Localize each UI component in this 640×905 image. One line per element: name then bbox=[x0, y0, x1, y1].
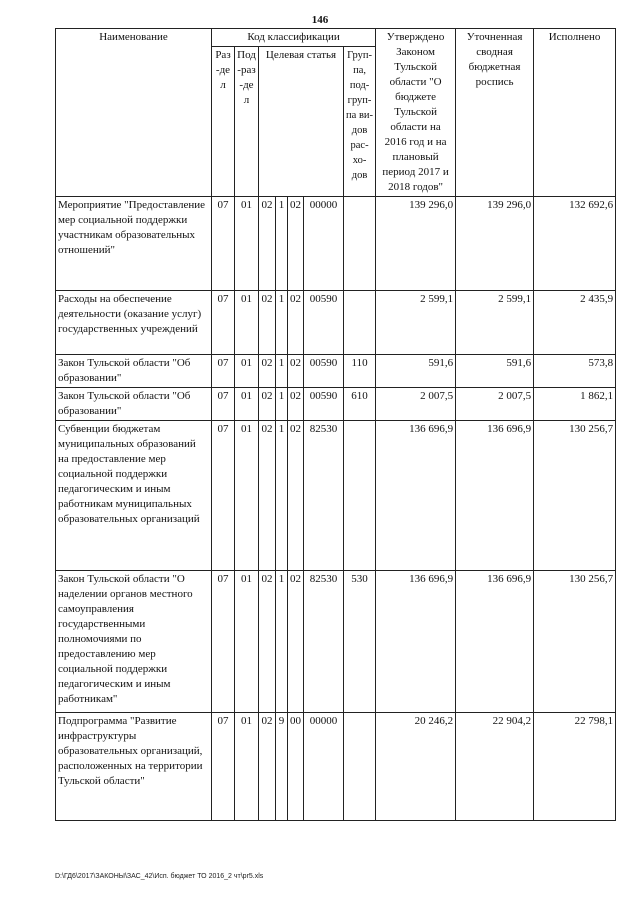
row-executed: 22 798,1 bbox=[534, 713, 616, 821]
row-subsection: 01 bbox=[235, 197, 259, 291]
row-name: Закон Тульской области "Об образовании" bbox=[56, 355, 212, 388]
row-target-direction: 00000 bbox=[304, 713, 344, 821]
row-target-subprogram: 1 bbox=[276, 197, 288, 291]
row-refined: 136 696,9 bbox=[456, 421, 534, 571]
row-target-subprogram: 1 bbox=[276, 421, 288, 571]
row-expense-group bbox=[344, 197, 376, 291]
row-target-program: 02 bbox=[259, 291, 276, 355]
table-row bbox=[56, 291, 616, 355]
row-name: Мероприятие "Предоставление мер социальной поддержки участникам образовательных отношений" bbox=[56, 197, 212, 291]
row-executed: 130 256,7 bbox=[534, 571, 616, 713]
row-target-direction: 82530 bbox=[304, 421, 344, 571]
row-section: 07 bbox=[212, 291, 235, 355]
row-target-direction: 00590 bbox=[304, 291, 344, 355]
row-subsection: 01 bbox=[235, 291, 259, 355]
row-target-program: 02 bbox=[259, 421, 276, 571]
row-refined: 136 696,9 bbox=[456, 571, 534, 713]
header-section: Раз-дел bbox=[212, 47, 235, 197]
header-refined: Уточненная сводная бюджетная роспись bbox=[456, 29, 534, 197]
row-target-subprogram: 1 bbox=[276, 291, 288, 355]
row-approved: 2 599,1 bbox=[376, 291, 456, 355]
header-approved: Утверждено Законом Тульской области "О бюджете Тульской области на 2016 год и на плановый период 2017 и 2018 годов" bbox=[376, 29, 456, 197]
row-section: 07 bbox=[212, 355, 235, 388]
row-target-direction: 00000 bbox=[304, 197, 344, 291]
row-target-subprogram: 9 bbox=[276, 713, 288, 821]
row-section: 07 bbox=[212, 713, 235, 821]
row-approved: 2 007,5 bbox=[376, 388, 456, 421]
row-target-event: 02 bbox=[288, 197, 304, 291]
row-target-program: 02 bbox=[259, 571, 276, 713]
row-subsection: 01 bbox=[235, 421, 259, 571]
row-target-subprogram: 1 bbox=[276, 388, 288, 421]
row-approved: 136 696,9 bbox=[376, 571, 456, 713]
row-target-program: 02 bbox=[259, 197, 276, 291]
table-row bbox=[56, 197, 616, 291]
row-section: 07 bbox=[212, 197, 235, 291]
row-approved: 136 696,9 bbox=[376, 421, 456, 571]
row-target-subprogram: 1 bbox=[276, 355, 288, 388]
table-row bbox=[56, 388, 616, 421]
row-refined: 591,6 bbox=[456, 355, 534, 388]
table-row bbox=[56, 571, 616, 713]
row-name: Подпрограмма "Развитие инфраструктуры образовательных организаций, расположенных на территории Тульской области" bbox=[56, 713, 212, 821]
row-section: 07 bbox=[212, 421, 235, 571]
row-expense-group: 610 bbox=[344, 388, 376, 421]
row-executed: 132 692,6 bbox=[534, 197, 616, 291]
row-subsection: 01 bbox=[235, 388, 259, 421]
budget-table bbox=[55, 28, 616, 821]
row-subsection: 01 bbox=[235, 355, 259, 388]
row-approved: 20 246,2 bbox=[376, 713, 456, 821]
row-target-subprogram: 1 bbox=[276, 571, 288, 713]
row-executed: 573,8 bbox=[534, 355, 616, 388]
row-approved: 139 296,0 bbox=[376, 197, 456, 291]
table-row bbox=[56, 713, 616, 821]
row-executed: 1 862,1 bbox=[534, 388, 616, 421]
header-target: Целевая статья bbox=[259, 47, 344, 197]
row-target-event: 02 bbox=[288, 388, 304, 421]
row-target-direction: 00590 bbox=[304, 388, 344, 421]
row-target-program: 02 bbox=[259, 713, 276, 821]
row-target-direction: 82530 bbox=[304, 571, 344, 713]
row-section: 07 bbox=[212, 571, 235, 713]
row-target-program: 02 bbox=[259, 355, 276, 388]
row-target-event: 02 bbox=[288, 571, 304, 713]
row-expense-group bbox=[344, 421, 376, 571]
row-expense-group: 110 bbox=[344, 355, 376, 388]
row-subsection: 01 bbox=[235, 571, 259, 713]
table-row bbox=[56, 421, 616, 571]
row-target-event: 02 bbox=[288, 355, 304, 388]
row-approved: 591,6 bbox=[376, 355, 456, 388]
row-name: Расходы на обеспечение деятельности (оказание услуг) государственных учреждений bbox=[56, 291, 212, 355]
file-path-footer: D:\ГД6\2017\ЗАКОНЫ\ЗАС_42\Исп. бюджет ТО 2016_2 чт\pr5.xls bbox=[55, 873, 264, 880]
header-executed: Исполнено bbox=[534, 29, 616, 197]
row-target-event: 02 bbox=[288, 421, 304, 571]
row-expense-group bbox=[344, 291, 376, 355]
table-row bbox=[56, 355, 616, 388]
header-name: Наименование bbox=[56, 29, 212, 197]
header-subsection: Под-раз-дел bbox=[235, 47, 259, 197]
row-executed: 130 256,7 bbox=[534, 421, 616, 571]
row-executed: 2 435,9 bbox=[534, 291, 616, 355]
row-name: Закон Тульской области "Об образовании" bbox=[56, 388, 212, 421]
header-classification: Код классификации bbox=[212, 29, 376, 47]
row-target-program: 02 bbox=[259, 388, 276, 421]
row-target-direction: 00590 bbox=[304, 355, 344, 388]
row-name: Закон Тульской области "О наделении органов местного самоуправления государственными полномочиями по предоставлению мер социальной поддержки педагогическим и иным работникам" bbox=[56, 571, 212, 713]
row-refined: 2 007,5 bbox=[456, 388, 534, 421]
row-name: Субвенции бюджетам муниципальных образований на предоставление мер социальной поддержки педагогическим и иным работникам муниципальных образовательных организаций bbox=[56, 421, 212, 571]
row-refined: 139 296,0 bbox=[456, 197, 534, 291]
row-target-event: 00 bbox=[288, 713, 304, 821]
row-expense-group bbox=[344, 713, 376, 821]
page-number: 146 bbox=[311, 14, 329, 26]
row-expense-group: 530 bbox=[344, 571, 376, 713]
table-body bbox=[56, 197, 616, 821]
header-group: Груп-па, под-груп-па ви-дов рас-хо-дов bbox=[344, 47, 376, 197]
row-section: 07 bbox=[212, 388, 235, 421]
row-subsection: 01 bbox=[235, 713, 259, 821]
row-refined: 2 599,1 bbox=[456, 291, 534, 355]
row-refined: 22 904,2 bbox=[456, 713, 534, 821]
row-target-event: 02 bbox=[288, 291, 304, 355]
